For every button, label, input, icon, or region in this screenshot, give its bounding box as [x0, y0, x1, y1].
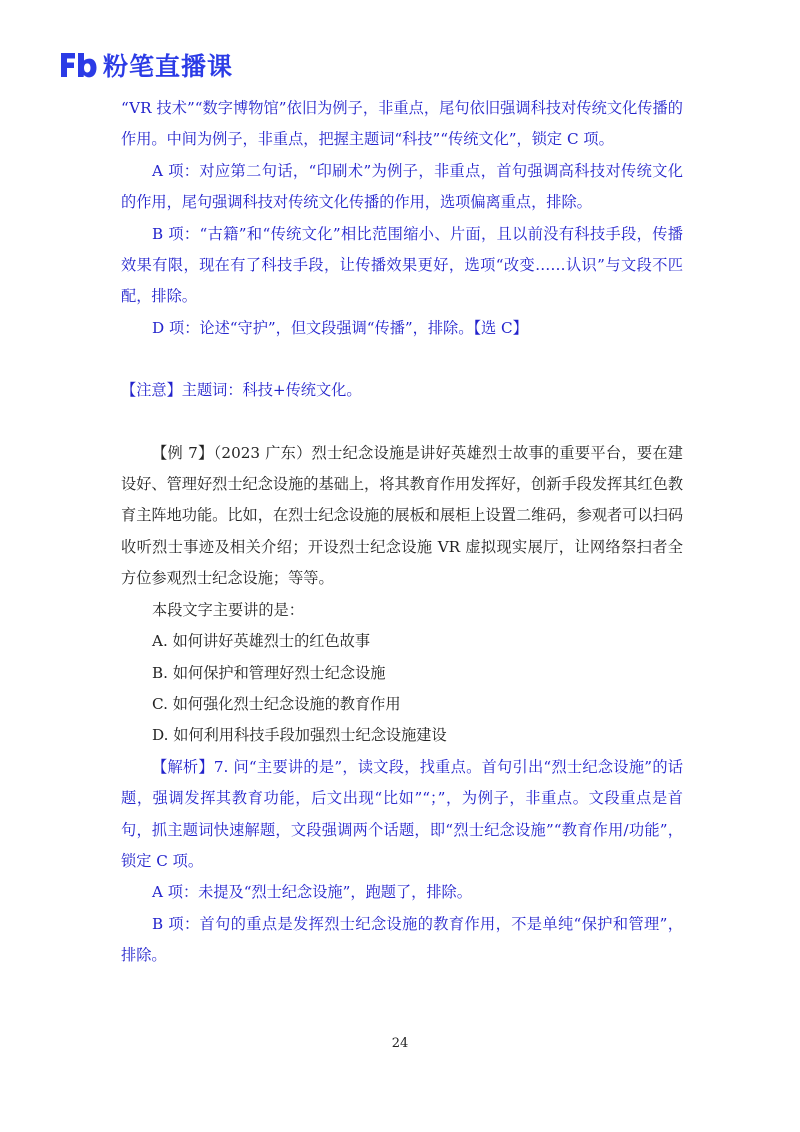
analysis-paragraph: “VR 技术”“数字博物馆”依旧为例子，非重点，尾句依旧强调科技对传统文化传播的作用。中间为例子，非重点，把握主题词“科技”“传统文化”，锁定 C 项。 — [121, 99, 683, 149]
question-prompt: 本段文字主要讲的是： — [152, 600, 304, 619]
document-body — [121, 93, 683, 972]
option-d: D. 如何利用科技手段加强烈士纪念设施建设 — [152, 726, 447, 745]
option-b-analysis: B 项：“古籍”和“传统文化”相比范围缩小、片面，且以前没有科技手段，传播效果有限，现在有了科技手段，让传播效果更好，选项“改变……认识”与文段不匹配，排除。 — [121, 224, 683, 306]
option-a-analysis: A 项：对应第二句话，“印刷术”为例子，非重点，首句强调高科技对传统文化的作用，尾句强调科技对传统文化传播的作用，选项偏离重点，排除。 — [121, 161, 683, 212]
example-7-question: 【例 7】（2023 广东）烈士纪念设施是讲好英雄烈士故事的重要平台，要在建设好、管理好烈士纪念设施的基础上，将其教育作用发挥好，创新手段发挥其红色教育主阵地功能。比如，在烈士纪念设施的展板和展柜上设置二维码，参观者可以扫码收听烈士事迹及相关介绍；开设烈士纪念设施 VR 虚拟现实展厅，让网络祭扫者全方位参观烈士纪念设施；等等。 — [121, 443, 683, 588]
fenbi-logo-icon — [58, 50, 98, 80]
option-a: A. 如何讲好英雄烈士的红色故事 — [152, 632, 371, 651]
option-c: C. 如何强化烈士纪念设施的教育作用 — [152, 694, 401, 713]
option-b-explanation: B 项：首句的重点是发挥烈士纪念设施的教育作用，不是单纯“保护和管理”，排除。 — [121, 914, 683, 965]
option-d-analysis: D 项：论述“守护”，但文段强调“传播”，排除。【选 C】 — [152, 318, 528, 337]
option-a-explanation: A 项：未提及“烈士纪念设施”，跑题了，排除。 — [152, 883, 472, 902]
brand-logo — [58, 48, 233, 82]
note-paragraph: 【注意】主题词：科技+传统文化。 — [121, 381, 362, 400]
page-number: 24 — [391, 1036, 409, 1051]
option-b: B. 如何保护和管理好烈士纪念设施 — [152, 663, 386, 682]
explanation-paragraph: 【解析】7. 问“主要讲的是”，读文段，找重点。首句引出“烈士纪念设施”的话题，强调发挥其教育功能，后文出现“比如”“；”，为例子，非重点。文段重点是首句，抓主题词快速解题，文段强调两个话题，即“烈士纪念设施”“教育作用/功能”，锁定 C 项。 — [121, 757, 683, 870]
brand-name: 粉笔直播课 — [103, 52, 234, 81]
